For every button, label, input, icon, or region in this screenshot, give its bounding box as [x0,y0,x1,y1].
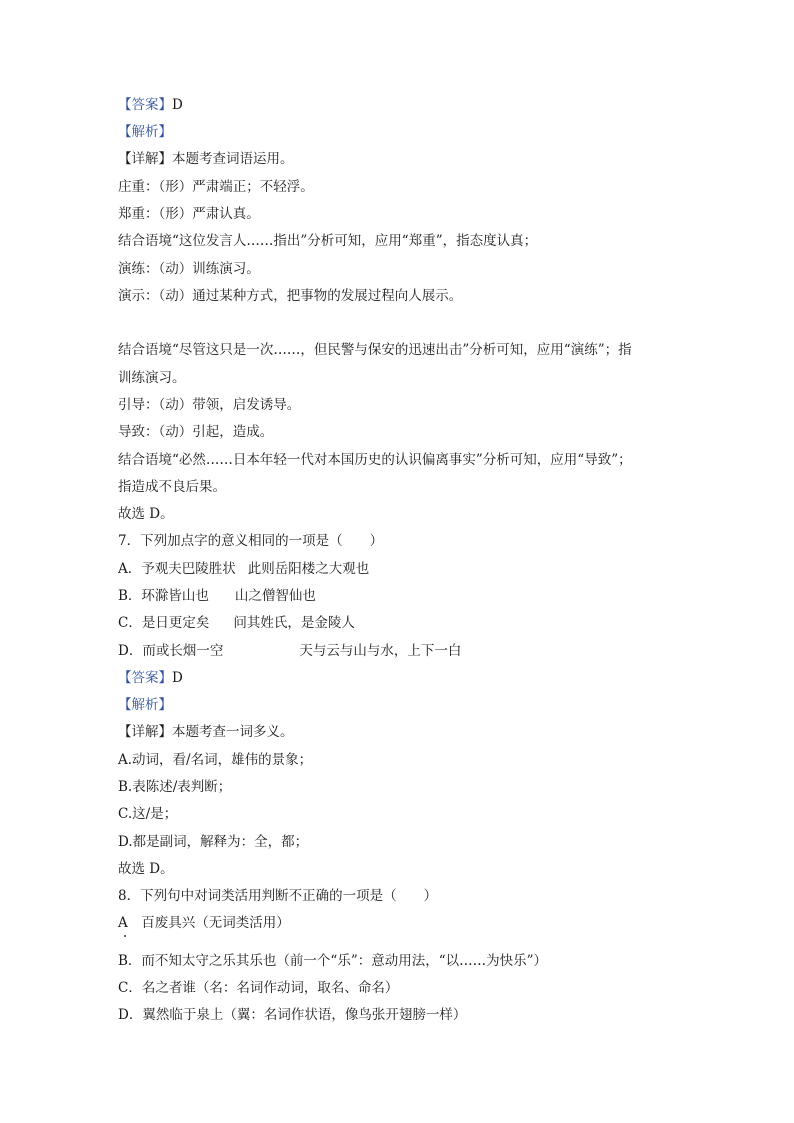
analysis-line-1 [118,123,172,141]
answer-tag: 【答案】 [118,670,172,686]
text-line: 演示：（动）通过某种方式，把事物的发展过程向人展示。 [118,288,463,304]
option-part: 问其姓氏，是金陵人 [233,615,355,631]
detail-tag: 【详解】 [118,151,172,167]
question-7-stem: 7．下列加点字的意义相同的一项是（ ） [118,533,384,549]
text-line: 故选 D。 [118,506,174,522]
option-part: A．予观夫巴陵胜状 [118,561,236,577]
text-line: 郑重：（形）严肃认真。 [118,206,260,222]
option-part: 此则岳阳楼之大观也 [247,561,370,577]
question-7-option-c [118,614,355,632]
detail-text: 本题考查词语运用。 [172,151,294,167]
detail-line-1 [118,150,294,168]
detail-tag: 【详解】 [118,724,172,740]
question-7-option-a [118,560,369,578]
analysis-tag: 【解析】 [118,124,172,140]
option-part: 天与云与山与水，上下一白 [299,643,462,659]
text-line: C.这/是； [118,806,178,822]
answer-value: D [172,670,183,686]
question-8-option-c: C．名之者谁（名：名词作动词，取名、命名） [118,980,399,996]
detail-line-2 [118,723,294,741]
text-line: 结合语境“尽管这只是一次……，但民警与保安的迅速出击”分析可知，应用“演练”；指 [118,342,632,358]
text-line: 结合语境“必然……日本年轻一代对本国历史的认识偏离事实”分析可知，应用“导致”； [118,452,632,468]
text-line: 演练：（动）训练演习。 [118,261,260,277]
text-line: D.都是副词，解释为：全，都； [118,834,309,850]
question-8-option-a: A 百废具兴（无词类活用） [118,915,290,931]
answer-value: D [172,97,183,113]
answer-tag: 【答案】 [118,97,172,113]
analysis-line-2 [118,696,172,714]
text-line: 指造成不良后果。 [118,479,226,495]
detail-text: 本题考查一词多义。 [172,724,294,740]
text-line: A.动词，看/名词，雄伟的景象； [118,752,313,768]
text-line: 训练演习。 [118,370,186,386]
text-line: 结合语境“这位发言人……指出”分析可知，应用“郑重”，指态度认真； [118,233,538,249]
analysis-tag: 【解析】 [118,697,172,713]
text-line: 故选 D。 [118,861,174,877]
option-part: C．是日更定矣 [118,615,210,631]
question-7-option-b [118,587,316,605]
answer-line-2 [118,669,183,687]
question-8-option-b: B．而不知太守之乐其乐也（前一个“乐”：意动用法，“以……为快乐”） [118,953,548,969]
option-part: D．而或长烟一空 [118,643,224,659]
decorative-dot [124,935,126,937]
text-line: B.表陈述/表判断； [118,779,232,795]
option-part: 山之僧智仙也 [234,588,316,604]
answer-line-1 [118,96,183,114]
question-7-option-d [118,642,461,660]
text-line: 引导：（动）带领，启发诱导。 [118,397,301,413]
question-8-stem: 8．下列句中对词类活用判断不正确的一项是（ ） [118,888,438,904]
text-line: 导致：（动）引起，造成。 [118,424,274,440]
question-8-option-d: D．翼然临于泉上（翼：名词作状语，像鸟张开翅膀一样） [118,1007,467,1023]
option-part: B．环滁皆山也 [118,588,209,604]
text-line: 庄重：（形）严肃端正；不轻浮。 [118,179,314,195]
